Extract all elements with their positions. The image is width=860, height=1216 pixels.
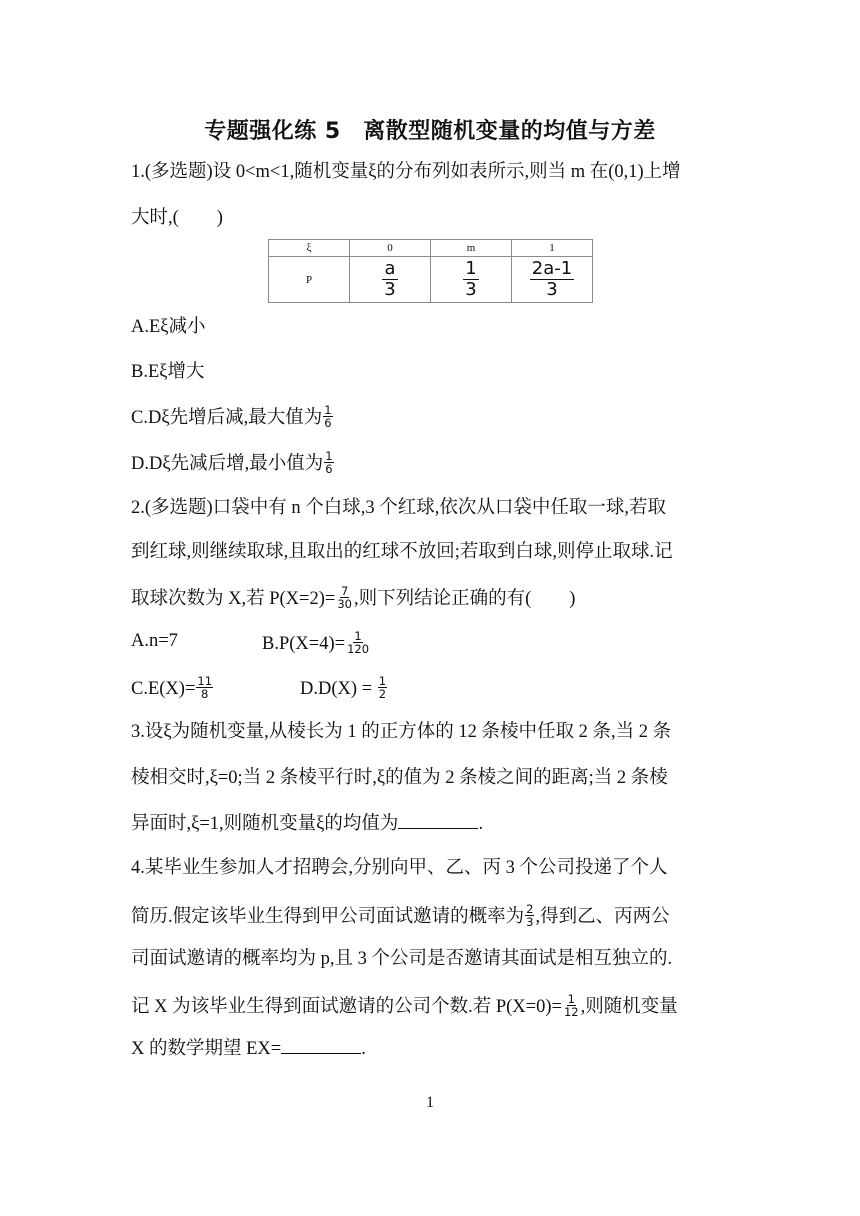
q4-line-2-text-b: ,得到乙、丙两公 [535, 906, 670, 927]
fraction-denominator: 3 [526, 915, 534, 930]
fraction-denominator: 3 [546, 279, 558, 300]
fraction [323, 404, 332, 429]
table-cell [350, 257, 431, 303]
table-row-xi [269, 240, 593, 257]
q2-option-d [300, 674, 388, 702]
fraction-numerator: 2a-1 [531, 258, 573, 280]
q2-line-3-close: ) [569, 588, 576, 609]
q3-line-2: 棱相交时,ξ=0;当 2 条棱平行时,ξ的值为 2 条棱之间的距离;当 2 条棱 [131, 768, 668, 788]
table-cell [512, 257, 593, 303]
q1-line-2 [131, 209, 223, 228]
q2-option-b-text: B.P(X=4)= [262, 633, 346, 654]
fraction-numerator: 1 [354, 629, 362, 643]
fraction-numerator: 7 [340, 584, 349, 598]
q1-line-2-close: ) [216, 208, 223, 228]
q4-line-4 [131, 992, 678, 1020]
q1-option-c-text: C.Dξ先增后减,最大值为 [131, 407, 323, 428]
q3-line-1: 3.设ξ为随机变量,从棱长为 1 的正方体的 12 条棱中任取 2 条,当 2 条 [131, 722, 672, 742]
table-cell [431, 257, 512, 303]
table-header-cell: 1 [512, 240, 593, 257]
fraction-numerator: 1 [567, 992, 575, 1006]
fraction [196, 675, 213, 700]
fraction-denominator: 3 [384, 279, 396, 300]
fraction-numerator: 1 [325, 449, 333, 463]
fraction [525, 903, 534, 928]
fraction-numerator: 11 [197, 674, 213, 688]
q4-line-4-text: 记 X 为该毕业生得到面试邀请的公司个数.若 P(X=0)= [131, 996, 562, 1017]
q1-option-d [131, 449, 335, 477]
q4-line-2 [131, 902, 670, 930]
q4-line-2-text: 简历.假定该毕业生得到甲公司面试邀请的概率为 [131, 906, 525, 927]
q1-line-1: 1.(多选题)设 0<m<1,随机变量ξ的分布列如表所示,则当 m 在(0,1)上增 [131, 162, 681, 182]
fraction [463, 259, 478, 300]
answer-blank [281, 1052, 361, 1054]
table-header-cell: m [431, 240, 512, 257]
q2-line-2: 到红球,则继续取球,且取出的红球不放回;若取到白球,则停止取球.记 [131, 542, 673, 562]
q2-option-b [262, 629, 371, 657]
q4-line-5-period: . [361, 1039, 366, 1059]
fraction [324, 450, 333, 475]
table-header-cell: ξ [269, 240, 350, 257]
fraction-denominator: 8 [201, 687, 209, 702]
q2-line-1: 2.(多选题)口袋中有 n 个白球,3 个红球,依次从口袋中任取一球,若取 [131, 498, 666, 518]
fraction-numerator: 1 [465, 258, 477, 280]
fraction [346, 630, 370, 655]
fraction [530, 259, 574, 300]
q4-line-5-text: X 的数学期望 EX= [131, 1039, 282, 1059]
q1-option-a: A.Eξ减小 [131, 317, 206, 337]
table-row-p [269, 257, 593, 303]
answer-blank [398, 827, 478, 829]
q3-line-3-period: . [478, 814, 484, 834]
q4-line-4-text-b: ,则随机变量 [580, 996, 678, 1017]
q2-option-c [131, 674, 214, 702]
q2-line-3 [131, 584, 576, 612]
q4-line-1: 4.某毕业生参加人才招聘会,分别向甲、乙、丙 3 个公司投递了个人 [131, 858, 668, 878]
fraction-denominator: 6 [324, 416, 332, 431]
q3-line-3-text: 异面时,ξ=1,则随机变量ξ的均值为 [131, 814, 399, 834]
q3-line-3 [131, 815, 483, 834]
table-row-label: P [269, 257, 350, 303]
q4-line-5 [131, 1040, 366, 1059]
fraction-denominator: 12 [563, 1005, 579, 1020]
q2-option-c-text: C.E(X)= [131, 678, 196, 699]
q2-line-3-text-b: ,则下列结论正确的有( [353, 588, 532, 609]
fraction-denominator: 30 [337, 597, 352, 612]
fraction-denominator: 2 [378, 687, 387, 702]
fraction [336, 585, 353, 610]
page-number: 1 [426, 1094, 434, 1111]
fraction [378, 675, 387, 700]
q1-option-d-text: D.Dξ先减后增,最小值为 [131, 453, 324, 474]
fraction-numerator: 2 [526, 902, 534, 916]
fraction [563, 993, 580, 1018]
q2-option-d-text: D.D(X) = [300, 678, 377, 699]
fraction-numerator: 1 [324, 403, 332, 417]
q2-line-3-text: 取球次数为 X,若 P(X=2)= [131, 588, 336, 609]
q1-option-c [131, 403, 334, 431]
fraction-denominator: 3 [465, 279, 477, 300]
q1-line-2-text: 大时,( [131, 208, 179, 228]
page-title: 专题强化练 5 离散型随机变量的均值与方差 [204, 119, 656, 144]
q1-option-b: B.Eξ增大 [131, 362, 205, 382]
fraction-numerator: a [384, 258, 396, 280]
q4-line-3: 司面试邀请的概率均为 p,且 3 个公司是否邀请其面试是相互独立的. [131, 949, 673, 969]
fraction-numerator: 1 [378, 674, 387, 688]
distribution-table [268, 239, 593, 303]
fraction [382, 259, 397, 300]
q2-option-a: A.n=7 [131, 631, 178, 651]
fraction-denominator: 120 [347, 642, 370, 657]
fraction-denominator: 6 [325, 462, 333, 477]
table-header-cell: 0 [350, 240, 431, 257]
